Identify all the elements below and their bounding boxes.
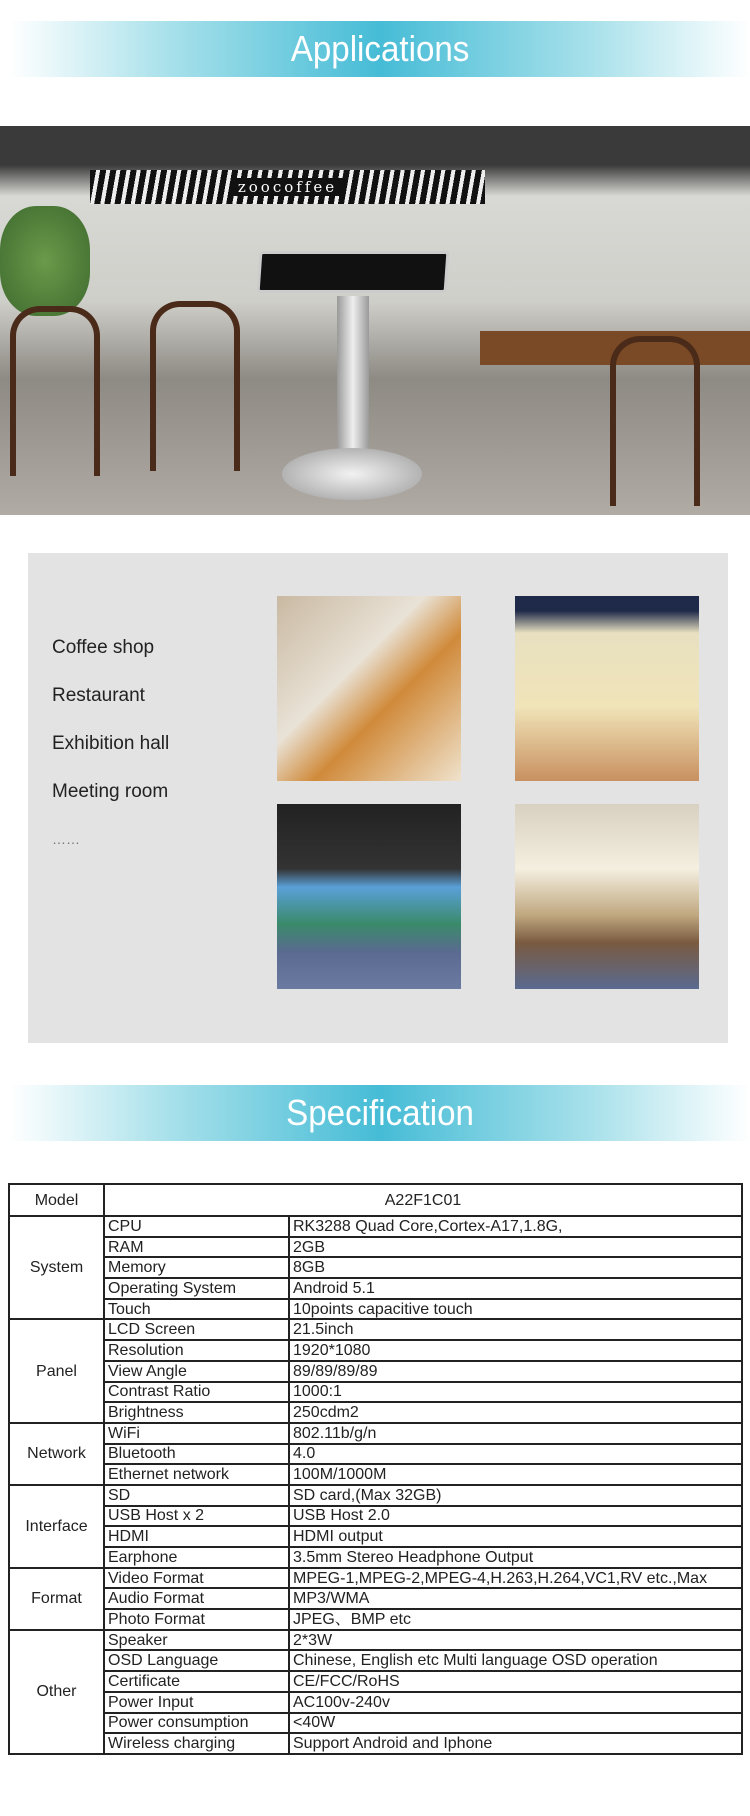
spec-value: HDMI output [289,1526,742,1547]
spec-group: Other [9,1630,104,1754]
spec-key: Contrast Ratio [104,1382,289,1403]
table-row [9,1650,742,1671]
table-row [9,1630,742,1651]
spec-group: System [9,1216,104,1319]
spec-value: 21.5inch [289,1319,742,1340]
model-label: Model [9,1184,104,1216]
chair [610,336,700,506]
table-row [9,1506,742,1527]
chair [150,301,240,471]
spec-key: Brightness [104,1402,289,1423]
spec-key: USB Host x 2 [104,1506,289,1527]
spec-group: Panel [9,1319,104,1422]
applications-panel [28,553,728,1043]
plants [0,206,90,316]
kiosk-touchscreen [257,251,450,293]
spec-key: Power Input [104,1692,289,1713]
table-row [9,1588,742,1609]
spec-key: Power consumption [104,1713,289,1734]
spec-key: Audio Format [104,1588,289,1609]
table-row [9,1237,742,1258]
spec-value: 2*3W [289,1630,742,1651]
spec-key: Operating System [104,1278,289,1299]
table-row [9,1444,742,1465]
table-row [9,1733,742,1754]
spec-value: CE/FCC/RoHS [289,1671,742,1692]
spec-key: View Angle [104,1361,289,1382]
spec-value: 802.11b/g/n [289,1423,742,1444]
use-exhibition-hall: Exhibition hall [52,733,170,754]
photo-exhibition-hall [277,804,461,989]
spec-value: SD card,(Max 32GB) [289,1485,742,1506]
table-row [9,1340,742,1361]
spec-value: USB Host 2.0 [289,1506,742,1527]
spec-value: 3.5mm Stereo Headphone Output [289,1547,742,1568]
spec-value: 1000:1 [289,1382,742,1403]
table-row [9,1692,742,1713]
spec-key: Memory [104,1257,289,1278]
photo-coffee-reading [277,596,461,781]
cafe-sign-text: zoocoffee [232,178,343,196]
spec-value: Android 5.1 [289,1278,742,1299]
hero-cafe-photo [0,126,750,515]
table-row [9,1526,742,1547]
table-row [9,1361,742,1382]
applications-banner [10,21,750,77]
table-row [9,1184,742,1216]
table-row [9,1671,742,1692]
spec-value: MPEG-1,MPEG-2,MPEG-4,H.263,H.264,VC1,RV etc.,Max [289,1568,742,1589]
spec-value: <40W [289,1713,742,1734]
table-row [9,1423,742,1444]
spec-group: Format [9,1568,104,1630]
table-row [9,1547,742,1568]
spec-key: Certificate [104,1671,289,1692]
spec-value: 89/89/89/89 [289,1361,742,1382]
spec-value: 250cdm2 [289,1402,742,1423]
spec-group: Network [9,1423,104,1485]
table-row [9,1402,742,1423]
spec-value: RK3288 Quad Core,Cortex-A17,1.8G, [289,1216,742,1237]
model-value: A22F1C01 [104,1184,742,1216]
spec-value: 2GB [289,1237,742,1258]
spec-key: LCD Screen [104,1319,289,1340]
use-meeting-room: Meeting room [52,781,169,802]
table-row [9,1319,742,1340]
spec-key: Bluetooth [104,1444,289,1465]
spec-key: OSD Language [104,1650,289,1671]
spec-value: Chinese, English etc Multi language OSD operation [289,1650,742,1671]
applications-title: Applications [290,28,470,69]
spec-key: Speaker [104,1630,289,1651]
spec-key: Photo Format [104,1609,289,1630]
spec-table [8,1183,743,1755]
spec-value: MP3/WMA [289,1588,742,1609]
photo-restaurant [515,596,699,781]
use-coffee-shop: Coffee shop [52,637,155,658]
kiosk-stand [337,296,369,456]
spec-key: RAM [104,1237,289,1258]
spec-value: Support Android and Iphone [289,1733,742,1754]
specification-banner [10,1085,750,1141]
spec-key: WiFi [104,1423,289,1444]
table-row [9,1464,742,1485]
table-row [9,1568,742,1589]
spec-key: Earphone [104,1547,289,1568]
kiosk-base [282,448,422,500]
spec-key: Wireless charging [104,1733,289,1754]
spec-value: 10points capacitive touch [289,1299,742,1320]
table-row [9,1299,742,1320]
spec-value: JPEG、BMP etc [289,1609,742,1630]
spec-key: HDMI [104,1526,289,1547]
table-row [9,1278,742,1299]
cafe-sign [90,170,485,204]
chair [10,306,100,476]
table-row [9,1257,742,1278]
spec-value: 1920*1080 [289,1340,742,1361]
spec-group: Interface [9,1485,104,1568]
table-row [9,1382,742,1403]
spec-key: CPU [104,1216,289,1237]
table-row [9,1216,742,1237]
spec-value: 4.0 [289,1444,742,1465]
spec-value: 100M/1000M [289,1464,742,1485]
spec-key: SD [104,1485,289,1506]
photo-meeting-room [515,804,699,989]
spec-key: Ethernet network [104,1464,289,1485]
spec-key: Resolution [104,1340,289,1361]
spec-key: Video Format [104,1568,289,1589]
table-row [9,1609,742,1630]
table-row [9,1713,742,1734]
spec-value: 8GB [289,1257,742,1278]
table-row [9,1485,742,1506]
specification-title: Specification [286,1092,474,1133]
use-more: …… [52,831,80,847]
spec-key: Touch [104,1299,289,1320]
use-restaurant: Restaurant [52,685,145,706]
spec-value: AC100v-240v [289,1692,742,1713]
